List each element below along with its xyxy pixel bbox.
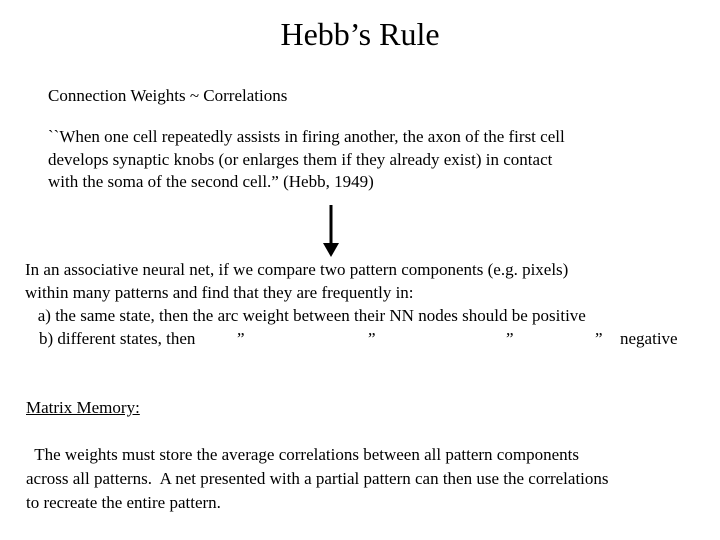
ditto-mark: ” bbox=[595, 329, 603, 348]
assoc-line: within many patterns and find that they are frequently in: bbox=[25, 283, 414, 302]
assoc-line: In an associative neural net, if we compare two pattern components (e.g. pixels) bbox=[25, 260, 569, 279]
associative-net-text bbox=[25, 258, 705, 350]
down-arrow-icon bbox=[320, 205, 342, 257]
ditto-mark: ” bbox=[506, 329, 514, 348]
quote-line: develops synaptic knobs (or enlarges them if they already exist) in contact bbox=[48, 149, 553, 169]
quote-line: ``When one cell repeatedly assists in firing another, the axon of the first cell bbox=[48, 127, 565, 146]
assoc-line: a) the same state, then the arc weight between their NN nodes should be positive bbox=[25, 306, 586, 325]
rule-b-end: negative bbox=[620, 329, 678, 348]
slide-title: Hebb’s Rule bbox=[280, 16, 440, 52]
matrix-line: across all patterns. A net presented with a partial pattern can then use the correlations bbox=[26, 469, 609, 488]
matrix-memory-text bbox=[26, 443, 609, 515]
matrix-line: to recreate the entire pattern. bbox=[26, 493, 221, 512]
ditto-mark: ” bbox=[237, 329, 245, 348]
rule-b-lead: b) different states, then bbox=[39, 329, 196, 348]
rule-b-line bbox=[25, 327, 705, 350]
matrix-line: The weights must store the average correlations between all pattern components bbox=[26, 445, 579, 464]
ditto-mark: ” bbox=[368, 329, 376, 348]
quote-line: with the soma of the second cell.” (Hebb, 1949) bbox=[48, 172, 374, 191]
hebb-quote bbox=[48, 126, 565, 194]
slide-subtitle: Connection Weights ~ Correlations bbox=[48, 86, 288, 105]
matrix-memory-heading: Matrix Memory: bbox=[26, 398, 140, 417]
